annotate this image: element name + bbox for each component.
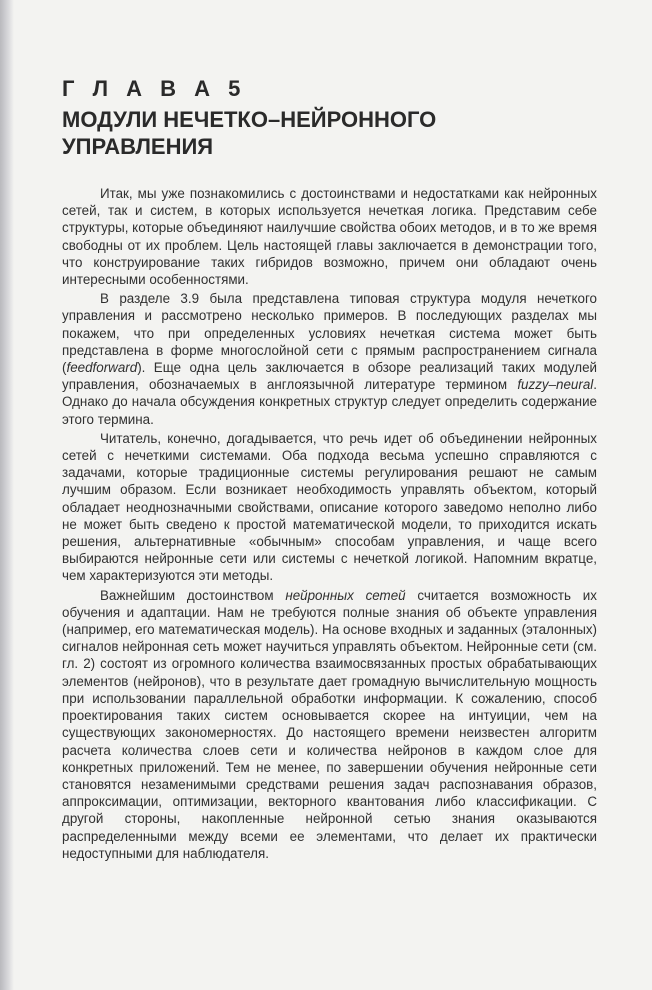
page-content bbox=[62, 76, 597, 864]
paragraph-4 bbox=[62, 587, 597, 862]
text-segment: . Однако до начала обсуждения конкретных структур следует определить содержание этого термина. bbox=[62, 377, 597, 427]
italic-term: нейронных сетей bbox=[285, 587, 406, 603]
chapter-body bbox=[62, 185, 597, 862]
text-segment: В разделе 3.9 была представлена типовая структура модуля нечеткого управления и рассмотрено несколько примеров. В последующих разделах мы покажем, что при определенных условиях нечеткая система может быть представлена в форме многослойной сети с прямым распространением сигнала ( bbox=[62, 291, 597, 376]
page-edge-shadow bbox=[0, 0, 14, 990]
chapter-title: МОДУЛИ НЕЧЕТКО–НЕЙРОННОГО УПРАВЛЕНИЯ bbox=[62, 107, 437, 159]
text-segment: Важнейшим достоинством bbox=[100, 587, 286, 603]
paragraph-1 bbox=[62, 185, 597, 288]
chapter-label: Г Л А В А 5 bbox=[62, 76, 247, 101]
text-segment: Читатель, конечно, догадывается, что речь идет об объединении нейронных сетей с нечеткими системами. Оба подхода весьма успешно справляются с задачами, которые традиционные системы регулирования решают не самым лучшим образом. Если возникает необходимость управлять объектом, который обладает неоднозначными свойствами, описание которого заведомо неполно либо не может быть сведено к простой математической модели, то приходится искать решения, альтернативные «обычным» способам управления, и чаще всего выбираются нейронные сети или системы с нечеткой логикой. Напомним вкратце, чем характеризуются эти методы. bbox=[62, 430, 597, 584]
paragraph-2 bbox=[62, 290, 597, 428]
text-segment: считается возможность их обучения и адаптации. Нам не требуются полные знания об объекте управления (например, его математическая модель). На основе входных и заданных (эталонных) сигналов нейронная сеть может научиться управлять объектом. Нейронные сети (см. гл. 2) состоят из огромного количества взаимосвязанных простых обрабатывающих элементов (нейронов), что в результате дает громадную вычислительную мощность при использовании параллельной обработки информации. К сожалению, способ проектирования таких систем основывается скорее на интуиции, чем на существующих закономерностях. До настоящего времени неизвестен алгоритм расчета количества слоев сети и количества нейронов в каждом слое для конкретных приложений. Тем не менее, по завершении обучения нейронные сети становятся незаменимыми средствами решения задач распознавания образов, аппроксимации, оптимизации, векторного квантования либо классификации. С другой стороны, накопленные нейронной сетью знания оказываются распределенными между всеми ее элементами, что делает их практически недоступными для наблюдателя. bbox=[62, 587, 597, 861]
italic-term: fuzzy–neural bbox=[517, 377, 594, 393]
paragraph-3 bbox=[62, 430, 597, 585]
text-segment: Итак, мы уже познакомились с достоинствами и недостатками как нейронных сетей, так и систем, в которых используется нечеткая логика. Представим себе структуры, которые объединяют наилучшие свойства обоих методов, и в то же время свободны от их проблем. Цель настоящей главы заключается в демонстрации того, что конструирование таких гибридов возможно, причем они обладают очень интересными особенностями. bbox=[62, 186, 597, 288]
italic-term: feedforward bbox=[66, 360, 138, 376]
text-segment: ). Еще одна цель заключается в обзоре реализаций таких модулей управления, обозначаемых в англоязычной литературе термином bbox=[62, 360, 597, 393]
